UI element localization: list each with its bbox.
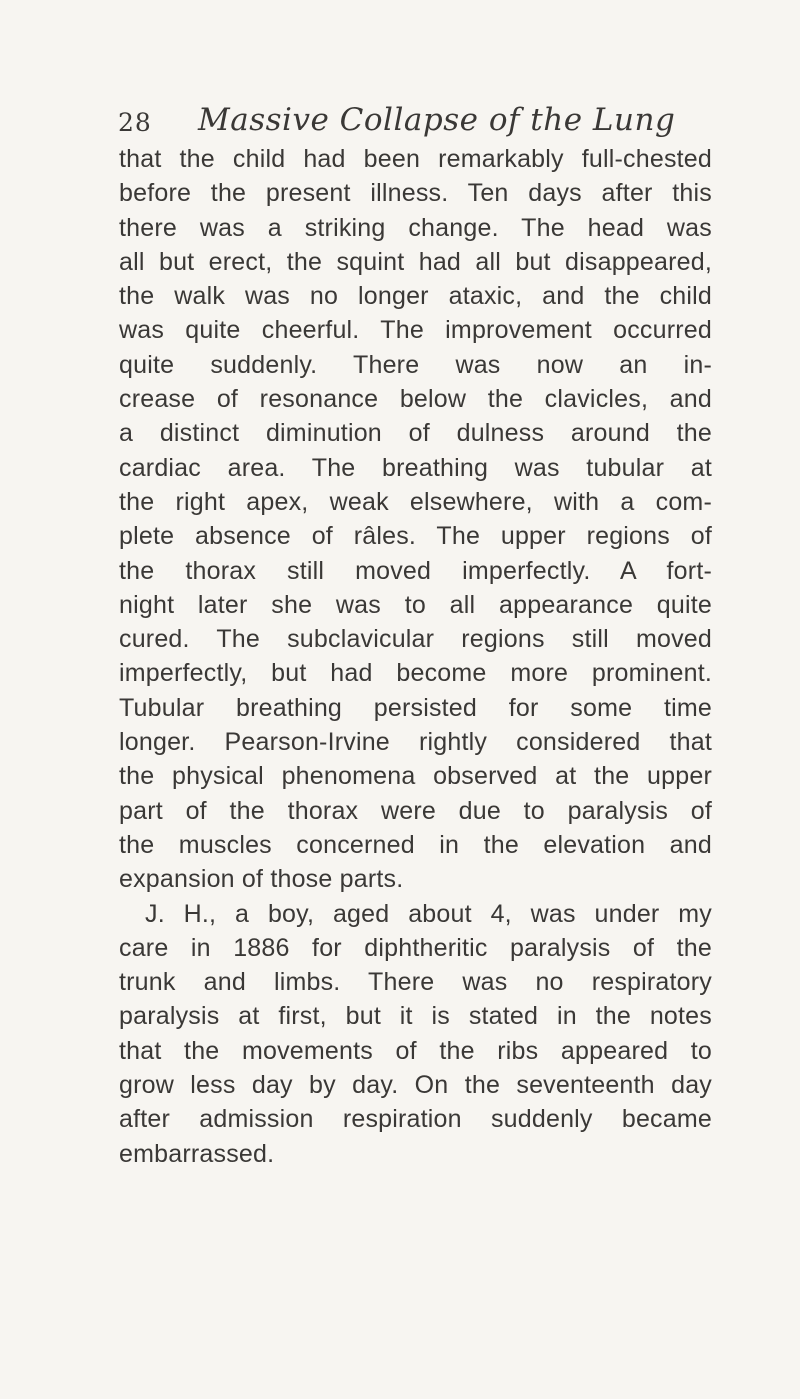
text-line: the muscles concerned in the elevation and (119, 830, 712, 859)
text-line: plete absence of râles. The upper regions of (119, 522, 712, 551)
text-line: grow less day by day. On the seventeenth day (119, 1071, 712, 1100)
text-line: the thorax still moved imperfectly. A fort- (119, 556, 712, 585)
text-line: care in 1886 for diphtheritic paralysis of the (119, 933, 712, 962)
text-line: quite suddenly. There was now an in- (119, 350, 712, 379)
text-line: the right apex, weak elsewhere, with a com- (119, 487, 712, 516)
text-line: after admission respiration suddenly became (119, 1105, 712, 1134)
body-text (119, 142, 712, 1171)
text-line: all but erect, the squint had all but disappeared, (119, 247, 712, 276)
text-line: a distinct diminution of dulness around the (119, 419, 712, 448)
text-line: the walk was no longer ataxic, and the child (119, 282, 712, 311)
text-line: part of the thorax were due to paralysis of (119, 796, 712, 825)
text-line: trunk and limbs. There was no respiratory (119, 968, 712, 997)
text-line: night later she was to all appearance quite (119, 590, 712, 619)
text-line: imperfectly, but had become more prominent. (119, 659, 712, 688)
text-line: cured. The subclavicular regions still moved (119, 625, 712, 654)
text-line: was quite cheerful. The improvement occurred (119, 316, 712, 345)
running-title: Massive Collapse of the Lung (198, 102, 676, 138)
page-number: 28 (118, 108, 152, 137)
text-line: longer. Pearson-Irvine rightly considered that (119, 728, 712, 757)
text-line: cardiac area. The breathing was tubular at (119, 453, 712, 482)
text-line: before the present illness. Ten days after this (119, 179, 712, 208)
text-line: embarrassed. (119, 1139, 275, 1168)
text-line: J. H., a boy, aged about 4, was under my (145, 899, 712, 928)
text-line: there was a striking change. The head was (119, 213, 712, 242)
text-line: that the child had been remarkably full-chested (119, 145, 712, 173)
text-line: that the movements of the ribs appeared to (119, 1036, 712, 1065)
text-line: Tubular breathing persisted for some time (119, 693, 712, 722)
text-line: crease of resonance below the clavicles, and (119, 385, 712, 414)
text-line: the physical phenomena observed at the upper (119, 762, 712, 791)
text-line: paralysis at first, but it is stated in the notes (119, 1002, 712, 1031)
text-line: expansion of those parts. (119, 865, 404, 894)
running-head (118, 100, 718, 140)
